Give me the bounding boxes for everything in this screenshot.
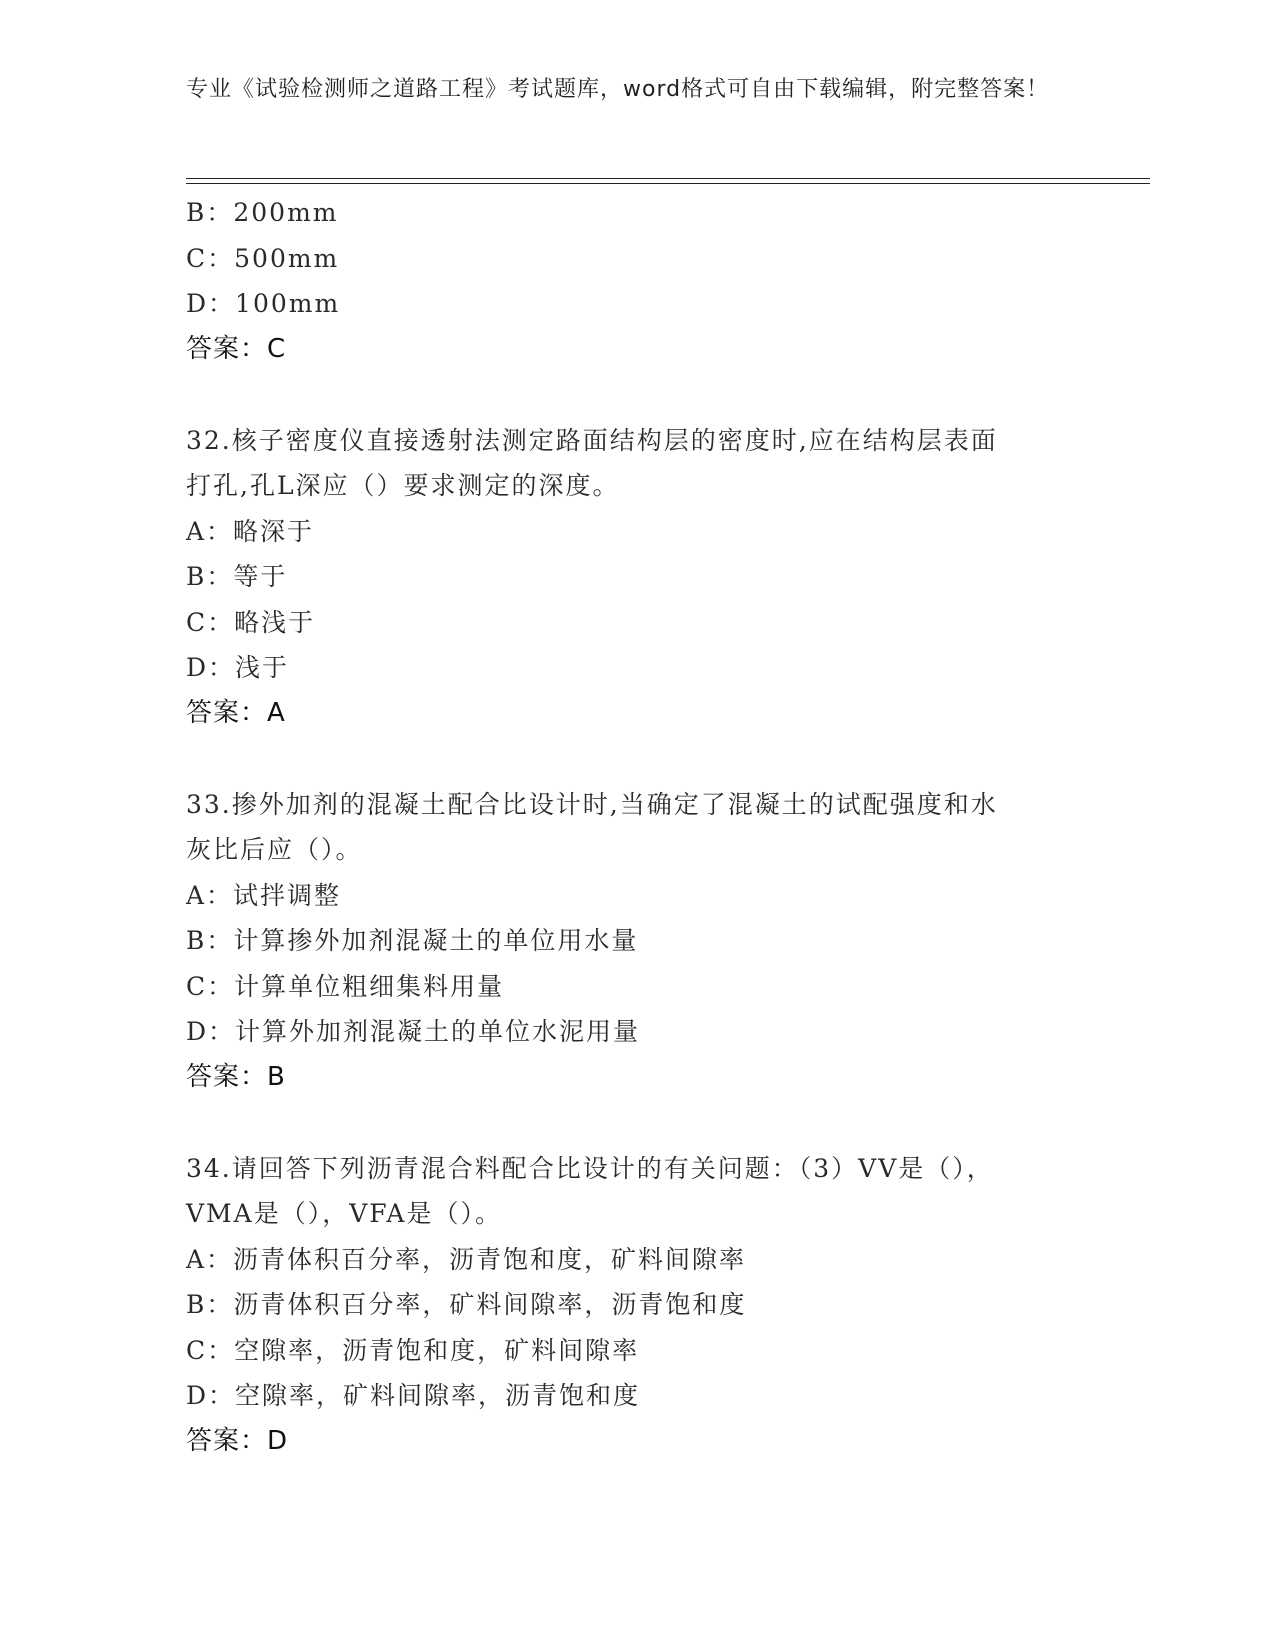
option-a: A：试拌调整 (186, 880, 342, 910)
spacer (186, 1100, 1150, 1146)
option-a: A：沥青体积百分率，沥青饱和度，矿料间隙率 (186, 1244, 747, 1274)
option-c: C：略浅于 (186, 607, 316, 637)
option-d: D：浅于 (186, 653, 290, 682)
answer-line: 答案：A (186, 697, 286, 728)
option-c: C：500mm (186, 243, 340, 273)
option-d: D：空隙率，矿料间隙率，沥青饱和度 (186, 1381, 641, 1410)
option-c: C：空隙率，沥青饱和度，矿料间隙率 (186, 1335, 640, 1365)
question-stem-line: 打孔,孔L深应（）要求测定的深度。 (186, 471, 620, 500)
option-b: B：计算掺外加剂混凝土的单位用水量 (186, 926, 639, 955)
option-d: D：100mm (186, 289, 341, 318)
question-stem-line: 32.核子密度仪直接透射法测定路面结构层的密度时,应在结构层表面 (186, 425, 998, 455)
answer-line: 答案：C (186, 333, 287, 364)
question-stem-line: VMA是（），VFA是（）。 (186, 1199, 502, 1228)
option-a: A：略深于 (186, 516, 315, 546)
document-header: 专业《试验检测师之道路工程》考试题库，word格式可自由下载编辑，附完整答案！ (186, 77, 1050, 102)
question-stem-line: 34.请回答下列沥青混合料配合比设计的有关问题：（3）VV是（）， (186, 1153, 994, 1183)
answer-line: 答案：D (186, 1425, 289, 1456)
question-34 (186, 1146, 1150, 1465)
option-d: D：计算外加剂混凝土的单位水泥用量 (186, 1017, 641, 1046)
question-32 (186, 418, 1150, 737)
prev-question-block (186, 190, 1150, 372)
header-rule-bottom (186, 183, 1150, 184)
question-stem-line: 灰比后应（）。 (186, 835, 363, 864)
option-b: B：等于 (186, 562, 288, 591)
question-33 (186, 782, 1150, 1101)
option-c: C：计算单位粗细集料用量 (186, 971, 505, 1001)
question-stem-line: 33.掺外加剂的混凝土配合比设计时,当确定了混凝土的试配强度和水 (186, 789, 998, 819)
spacer (186, 736, 1150, 782)
option-b: B：200mm (186, 198, 339, 227)
answer-line: 答案：B (186, 1061, 286, 1092)
spacer (186, 372, 1150, 418)
question-content (186, 190, 1150, 1464)
header-rule-top (186, 178, 1150, 179)
option-b: B：沥青体积百分率，矿料间隙率，沥青饱和度 (186, 1290, 747, 1319)
